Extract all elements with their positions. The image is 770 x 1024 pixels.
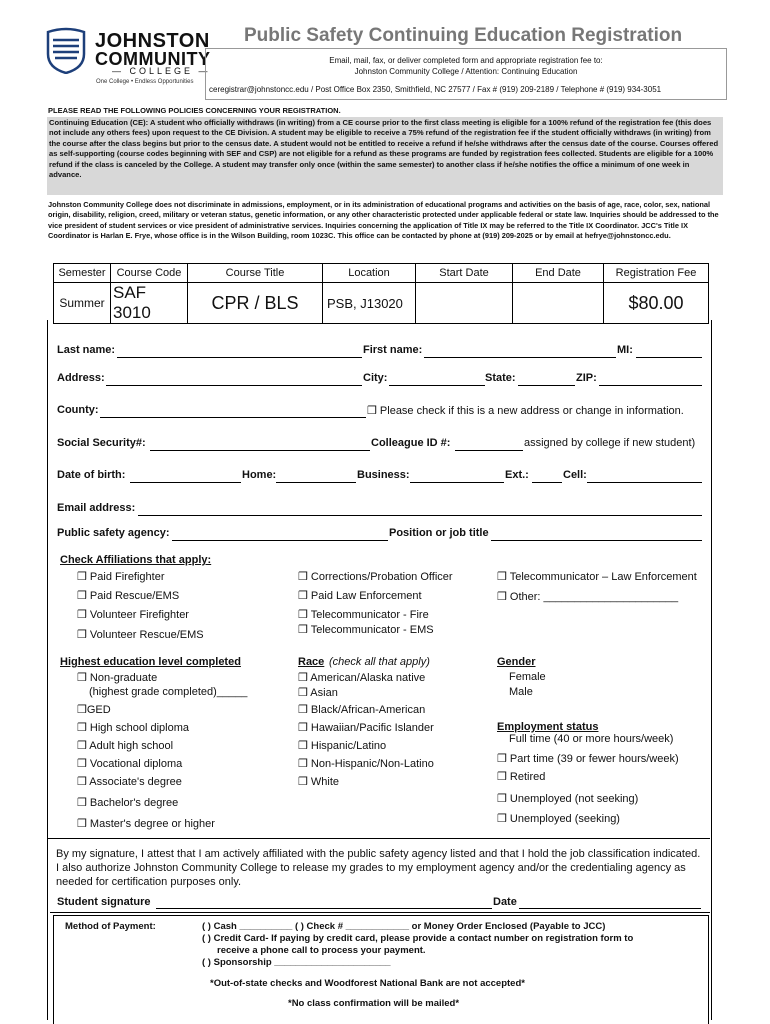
affiliations-heading: Check Affiliations that apply: [60, 554, 212, 566]
aff-volunteer-firefighter[interactable]: ❒ Volunteer Firefighter [77, 609, 189, 621]
mi-field[interactable] [636, 357, 702, 358]
value-semester[interactable]: Summer [54, 283, 111, 324]
value-course-code[interactable]: SAF 3010 [111, 283, 188, 324]
assigned-note: assigned by college if new student) [524, 437, 696, 449]
ext-label: Ext.: [505, 469, 529, 481]
first-name-field[interactable] [424, 357, 616, 358]
dob-label: Date of birth: [57, 469, 126, 481]
header-end-date: End Date [513, 264, 604, 283]
agency-field[interactable] [172, 540, 388, 541]
edu-bachelors[interactable]: ❒ Bachelor's degree [77, 797, 179, 809]
college-logo-mark [44, 26, 88, 74]
email-label: Email address: [57, 502, 136, 514]
contact-line-3: ceregistrar@johnstoncc.edu / Post Office Box 2350, Smithfield, NC 27577 / Fax # (919) 209-2189 / Telephone # (919) 934-3051 [209, 85, 662, 94]
header-registration-fee: Registration Fee [604, 264, 709, 283]
attestation-divider [47, 838, 710, 839]
value-location[interactable]: PSB, J13020 [323, 283, 416, 324]
new-address-checkbox[interactable]: ❒ Please check if this is a new address or change in information. [367, 405, 684, 417]
course-table-header-row [54, 264, 709, 283]
course-table [53, 263, 709, 324]
county-field[interactable] [100, 417, 366, 418]
home-phone-label: Home: [242, 469, 277, 481]
payment-note-checks: *Out-of-state checks and Woodforest National Bank are not accepted* [210, 978, 525, 989]
header-course-title: Course Title [188, 264, 323, 283]
address-field[interactable] [106, 385, 362, 386]
logo-name-line2: COMMUNITY [95, 49, 211, 69]
cell-field[interactable] [587, 482, 702, 483]
ce-policy-text: Continuing Education (CE): A student who officially withdraws (in writing) from a CE course prior to the first class meeting is eligible for a 100% refund of the registration fee (this does not include any others fees) upon request to the CE Division. A student may be eligible to receive a 75% refund of the registration fee if the student officially withdraws (in writing) from the course after the class begins but prior to the census date. A student would not be entitled to receive a refund if he/she withdraws after the census date of the course. Courses offered as self-supporting (course codes beginning with SEF and CSP) are not eligible for a refund as these programs are funded by registration fees collected. Students are eligible for a 100% refund if the class is canceled by the College. A student may transfer only once (within the same semester) to another class if he/she notifies the office a minimum of one week in advance. [49, 118, 719, 180]
payment-label: Method of Payment: [65, 921, 156, 932]
state-field[interactable] [518, 385, 575, 386]
ssn-label: Social Security#: [57, 437, 146, 449]
aff-corrections[interactable]: ❒ Corrections/Probation Officer [298, 571, 453, 583]
mi-label: MI: [617, 344, 633, 356]
aff-telecom-fire[interactable]: ❒ Telecommunicator - Fire [298, 609, 429, 621]
aff-paid-law[interactable]: ❒ Paid Law Enforcement [298, 590, 422, 602]
ce-policy-box [47, 117, 723, 195]
edu-non-graduate[interactable]: ❒ Non-graduate [77, 672, 158, 684]
payment-note-confirmation: *No class confirmation will be mailed* [288, 998, 460, 1009]
emp-retired[interactable]: ❒ Retired [497, 771, 546, 783]
race-non-hispanic[interactable]: ❒ Non-Hispanic/Non-Latino [298, 758, 434, 770]
gender-male[interactable]: Male [509, 686, 533, 698]
zip-field[interactable] [599, 385, 702, 386]
value-end-date[interactable] [513, 283, 604, 324]
zip-label: ZIP: [576, 372, 597, 384]
ssn-field[interactable] [150, 450, 370, 451]
agency-label: Public safety agency: [57, 527, 170, 539]
emp-part-time[interactable]: ❒ Part time (39 or fewer hours/week) [497, 753, 679, 765]
aff-telecom-law[interactable]: ❒ Telecommunicator – Law Enforcement [497, 571, 697, 583]
first-name-label: First name: [363, 344, 423, 356]
race-american-alaska[interactable]: ❒ American/Alaska native [298, 672, 426, 684]
header-start-date: Start Date [416, 264, 513, 283]
date-label: Date [493, 896, 517, 908]
contact-box [205, 48, 727, 100]
payment-sponsorship[interactable]: ( ) Sponsorship ______________________ [202, 957, 391, 968]
race-black[interactable]: ❒ Black/African-American [298, 704, 426, 716]
form-title: Public Safety Continuing Education Registration [244, 25, 683, 46]
gender-heading: Gender [497, 656, 536, 668]
race-white[interactable]: ❒ White [298, 776, 340, 788]
aff-other[interactable]: ❒ Other: ______________________ [497, 591, 679, 603]
payment-divider [50, 912, 710, 913]
business-phone-label: Business: [357, 469, 410, 481]
signature-label: Student signature [57, 896, 151, 908]
home-phone-field[interactable] [276, 482, 356, 483]
state-label: State: [485, 372, 516, 384]
attestation-text: By my signature, I attest that I am actively affiliated with the public safety agency listed and that I hold the job classification indicated. I also authorize Johnston Community College to release my grades to my employment agency and/or the credentialing agency as needed for certification purposes only. [56, 848, 701, 888]
colleague-id-field[interactable] [455, 450, 523, 451]
dob-field[interactable] [130, 482, 241, 483]
emp-unemployed-not-seeking[interactable]: ❒ Unemployed (not seeking) [497, 793, 639, 805]
emp-unemployed-seeking[interactable]: ❒ Unemployed (seeking) [497, 813, 620, 825]
race-hawaiian[interactable]: ❒ Hawaiian/Pacific Islander [298, 722, 434, 734]
header-semester: Semester [54, 264, 111, 283]
edu-high-school[interactable]: ❒ High school diploma [77, 722, 189, 734]
edu-ged[interactable]: ❒GED [77, 704, 111, 716]
city-label: City: [363, 372, 388, 384]
race-heading: Race [298, 656, 325, 668]
aff-volunteer-rescue[interactable]: ❒ Volunteer Rescue/EMS [77, 629, 204, 641]
position-field[interactable] [491, 540, 702, 541]
last-name-field[interactable] [117, 357, 362, 358]
value-registration-fee[interactable]: $80.00 [604, 283, 709, 324]
race-hispanic[interactable]: ❒ Hispanic/Latino [298, 740, 387, 752]
payment-credit-note: receive a phone call to process your payment. [217, 945, 426, 956]
address-label: Address: [57, 372, 105, 384]
aff-paid-rescue[interactable]: ❒ Paid Rescue/EMS [77, 590, 180, 602]
contact-line-1: Email, mail, fax, or deliver completed form and appropriate registration fee to: [329, 56, 603, 65]
edu-associates[interactable]: ❒ Associate's degree [77, 776, 182, 788]
edu-vocational[interactable]: ❒ Vocational diploma [77, 758, 183, 770]
county-label: County: [57, 404, 99, 416]
aff-telecom-ems[interactable]: ❒ Telecommunicator - EMS [298, 624, 434, 636]
payment-cash-check[interactable]: ( ) Cash __________ ( ) Check # ____________ or Money Order Enclosed (Payable to JCC) [202, 921, 606, 932]
logo-name-line3: — COLLEGE — [112, 66, 211, 76]
aff-paid-firefighter[interactable]: ❒ Paid Firefighter [77, 571, 165, 583]
race-note: (check all that apply) [329, 656, 430, 668]
edu-adult-high-school[interactable]: ❒ Adult high school [77, 740, 174, 752]
cell-label: Cell: [563, 469, 587, 481]
value-course-title[interactable]: CPR / BLS [188, 283, 323, 324]
education-heading: Highest education level completed [60, 656, 241, 668]
policies-heading: PLEASE READ THE FOLLOWING POLICIES CONCERNING YOUR REGISTRATION. [48, 106, 341, 115]
date-field[interactable] [519, 908, 701, 909]
logo-name-line1: JOHNSTON [95, 30, 210, 52]
employment-heading: Employment status [497, 721, 599, 733]
gender-female[interactable]: Female [509, 671, 546, 683]
value-start-date[interactable] [416, 283, 513, 324]
logo-tagline: One College • Endless Opportunities [96, 79, 194, 85]
header-course-code: Course Code [111, 264, 188, 283]
city-field[interactable] [389, 385, 485, 386]
nondiscrimination-text: Johnston Community College does not discriminate in admissions, employment, or in its administration of educational programs and activities on the basis of age, race, color, sex, national origin, disability, religion, creed, military or veteran status, genetic information, or any other characteristic protected under applicable federal or state law. Inquiries should be addressed to the vice president of student services or vice president of administrative services. Inquiries concerning the application of Title IX may be referred to the Title IX Coordinator. JCC's Title IX Coordinator is Harlan E. Frye, whose office is in the Wilson Building, room 1023C. This office can be contacted by phone at (919) 209-2025 or by email at hefrye@johnstoncc.edu. [48, 200, 719, 241]
contact-line-2: Johnston Community College / Attention: Continuing Education [354, 67, 578, 76]
email-field[interactable] [138, 515, 702, 516]
header-location: Location [323, 264, 416, 283]
emp-full-time[interactable]: Full time (40 or more hours/week) [509, 733, 674, 745]
position-label: Position or job title [389, 527, 489, 539]
course-table-value-row [54, 283, 709, 324]
ext-field[interactable] [532, 482, 562, 483]
colleague-id-label: Colleague ID #: [371, 437, 451, 449]
race-asian[interactable]: ❒ Asian [298, 687, 338, 699]
business-phone-field[interactable] [410, 482, 504, 483]
edu-highest-grade[interactable]: (highest grade completed)_____ [89, 686, 248, 698]
last-name-label: Last name: [57, 344, 116, 356]
payment-credit-card[interactable]: ( ) Credit Card- If paying by credit card, please provide a contact number on registration form to [202, 933, 634, 944]
edu-masters[interactable]: ❒ Master's degree or higher [77, 818, 215, 830]
signature-field[interactable] [156, 908, 492, 909]
